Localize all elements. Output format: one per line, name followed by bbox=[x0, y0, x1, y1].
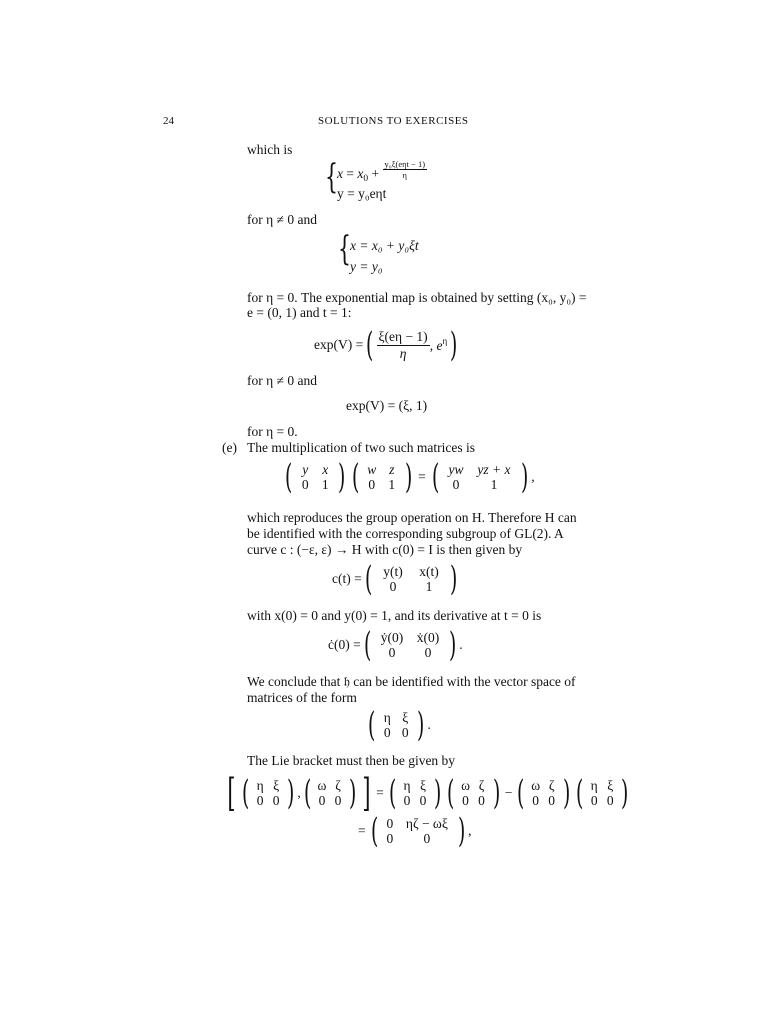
lie-matrix-a: η ξ 0 0 bbox=[256, 778, 280, 808]
lie-matrix-b: ω ζ 0 0 bbox=[317, 778, 342, 808]
form-matrix-equation: ( η ξ 0 0 ) . bbox=[367, 705, 431, 745]
numerator: y₀ξ(eηt − 1) bbox=[384, 159, 426, 170]
x-equals: x bbox=[337, 166, 343, 181]
derivative-lhs: ċ(0) = bbox=[328, 637, 361, 652]
form-matrix: η ξ 0 0 bbox=[383, 710, 409, 740]
reproduces-line-2: be identified with the corresponding subgroup of GL(2). A bbox=[247, 526, 564, 541]
lie-bracket-text: The Lie bracket must then be given by bbox=[247, 753, 456, 768]
curve-lhs: c(t) = bbox=[332, 571, 362, 586]
conclude-line-2: matrices of the form bbox=[247, 690, 357, 705]
derivative-matrix: ẏ(0) ẋ(0) 0 0 bbox=[380, 630, 440, 660]
curve-equation: c(t) = ( y(t) x(t) 0 1 ) bbox=[332, 559, 458, 599]
page-number: 24 bbox=[163, 115, 174, 127]
item-e-label: (e) bbox=[222, 440, 237, 455]
curve-matrix: y(t) x(t) 0 1 bbox=[383, 564, 439, 594]
with-x0: with x(0) = 0 and y(0) = 1, and its derivative at t = 0 is bbox=[247, 608, 542, 623]
conclude-line-1: We conclude that 𝔥 can be identified with the vector space of bbox=[247, 674, 576, 689]
item-e-text: The multiplication of two such matrices is bbox=[247, 440, 475, 455]
left-paren-icon: ( bbox=[284, 457, 293, 497]
lie-bracket-result: = ( 0 ηζ − ωξ 0 0 ) , bbox=[358, 811, 472, 851]
multiplication-equation: ( y x 0 1 ) ( w z 0 1 ) = ( yw yz + x 0 1 ) , bbox=[284, 457, 535, 497]
for-eta-eq0-exp: for η = 0. The exponential map is obtained by setting (x₀, y₀) = bbox=[247, 290, 587, 305]
numerator: ξ(eη − 1) bbox=[378, 328, 428, 344]
exp-equation-2: exp(V) = (ξ, 1) bbox=[346, 398, 428, 413]
for-eta-neq0-2: for η ≠ 0 and bbox=[247, 373, 317, 388]
for-eta-eq0: for η = 0. bbox=[247, 424, 298, 439]
lie-result-matrix: 0 ηζ − ωξ 0 0 bbox=[386, 816, 448, 846]
fraction bbox=[383, 159, 428, 180]
reproduces-line-3: curve c : (−ε, ε) → H with c(0) = I is then given by bbox=[247, 542, 523, 557]
derivative-equation: ċ(0) = ( ẏ(0) ẋ(0) 0 0 ) . bbox=[328, 625, 463, 665]
reproduces-line-1: which reproduces the group operation on H. Therefore H can bbox=[247, 510, 577, 525]
left-brace-icon: { bbox=[338, 229, 351, 269]
matrix-b: w z 0 1 bbox=[367, 462, 396, 492]
system-2 bbox=[338, 229, 478, 274]
right-bracket-icon: ] bbox=[362, 771, 371, 815]
system-1-y: y = y₀eηt bbox=[337, 186, 387, 201]
running-title: SOLUTIONS TO EXERCISES bbox=[318, 115, 469, 127]
system-2-y: y = y₀ bbox=[350, 259, 383, 274]
system-2-x: x = x₀ + y₀ξt bbox=[350, 238, 419, 253]
right-paren-icon: ) bbox=[450, 325, 458, 365]
denominator: η bbox=[399, 345, 407, 361]
exp-lhs: exp(V) = bbox=[314, 337, 364, 352]
denominator: η bbox=[402, 170, 407, 181]
left-paren-icon: ( bbox=[366, 325, 374, 365]
left-bracket-icon: [ bbox=[227, 771, 236, 815]
e-line: e = (0, 1) and t = 1: bbox=[247, 305, 352, 320]
matrix-a: y x 0 1 bbox=[301, 462, 329, 492]
exp-equation-1: exp(V) = ( $\frac{\xi(e\eta - 1)}{\eta}$ , $e^\eta$ ) bbox=[314, 325, 458, 365]
system-1 bbox=[325, 157, 465, 201]
for-eta-neq0-1: for η ≠ 0 and bbox=[247, 212, 317, 227]
system-1-x: $x = x_0$ + $\frac{\text{y₀ξ(eηt − 1)}}{\eta}$ bbox=[337, 159, 426, 184]
fraction bbox=[377, 329, 430, 362]
left-brace-icon: { bbox=[325, 157, 338, 197]
which-is: which is bbox=[247, 142, 293, 157]
lie-bracket-equation: [ ( η ξ 0 0 ) , ( ω ζ 0 0 ) ] = ( η ξ 0 0 ) ( ω ζ 0 0 ) − ( ω ζ 0 0 ) ( η ξ 0 0 ) bbox=[227, 771, 629, 815]
matrix-product: yw yz + x 0 1 bbox=[448, 462, 511, 492]
